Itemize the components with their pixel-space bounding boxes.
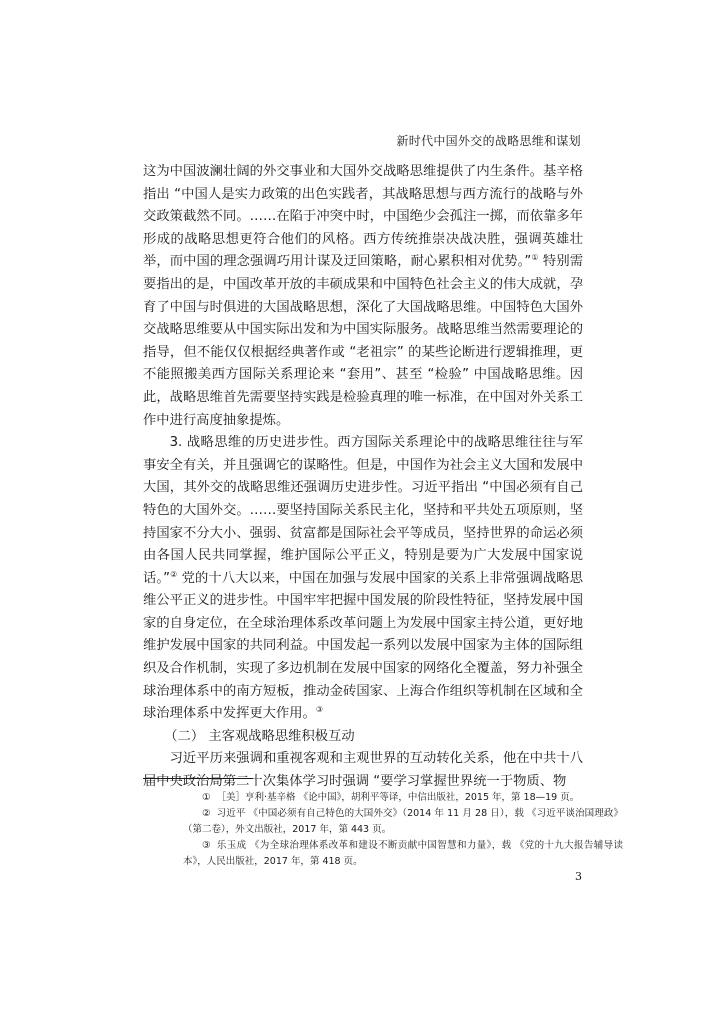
footnote-ref-2[interactable]: ② <box>170 569 178 579</box>
running-header: 新时代中国外交的战略思维和谋划 <box>396 134 581 148</box>
paragraph-3: 习近平历来强调和重视客观和主观世界的互动转化关系，他在中共十八届中央政治局第二十次集体学习时强调 “要学习掌握世界统一于物质、物 <box>143 751 583 790</box>
paragraph-2-text: 3. 战略思维的历史进步性。西方国际关系理论中的战略思维往往与军事安全有关，并且强调它的谋略性。但是，中国作为社会主义大国和发展中大国，其外交的战略思维还强调历史进步性。习近平指出 “中国必须有自己特色的大国外交。……要坚持国际关系民主化，坚持和平共处五项原则，坚持国家不分大小、强弱、贫富都是国际社会平等成员，坚持世界的命运必须由各国人民共同掌握，维护国际公平正义，特别是要为广大发展中国家说话。” <box>143 435 583 586</box>
footnotes <box>143 790 623 870</box>
footnote-1 <box>183 790 623 806</box>
footnote-3 <box>183 838 623 870</box>
page-number: 3 <box>575 870 582 883</box>
footnote-divider <box>143 778 253 779</box>
footnote-3-text: 乐玉成 《为全球治理体系改革和建设不断贡献中国智慧和力量》，载 《党的十九大报告辅导读本》，人民出版社，2017 年，第 418 页。 <box>183 840 623 867</box>
footnote-2-text: 习近平 《中国必须有自己特色的大国外交》（2014 年 11 月 28 日），载 《习近平谈治国理政》（第二卷），外文出版社，2017 年，第 443 页。 <box>183 808 623 835</box>
section-subheading: （二） 主客观战略思维积极互动 <box>164 728 355 744</box>
body-text <box>143 161 583 794</box>
footnote-3-mark: ③ <box>202 840 211 851</box>
footnote-2-mark: ② <box>202 808 211 819</box>
footnote-1-text: ［美］亨利·基辛格 《论中国》，胡利平等译，中信出版社，2015 年，第 18—19 页。 <box>216 792 580 803</box>
footnote-2 <box>183 806 623 838</box>
paragraph-2 <box>143 432 583 726</box>
paragraph-1-tail: 特别需要指出的是，中国改革开放的丰硕成果和中国特色社会主义的伟大成就，孕育了中国与时俱进的大国战略思想，深化了大国战略思维。中国特色大国外交战略思维要从中国实际出发和为中国实际服务。战略思维当然需要理论的指导，但不能仅仅根据经典著作或 “老祖宗” 的某些论断进行逻辑推理，更不能照搬美西方国际关系理论来 “套用”、甚至 “检验” 中国战略思维。因此，战略思维首先需要坚持实践是检验真理的唯一标准，在中国对外关系工作中进行高度抽象提炼。 <box>143 254 583 428</box>
footnote-ref-1[interactable]: ① <box>531 253 539 263</box>
paragraph-1-text: 这为中国波澜壮阔的外交事业和大国外交战略思维提供了内生条件。基辛格指出 “中国人是实力政策的出色实践者，其战略思想与西方流行的战略与外交政策截然不同。……在陷于冲突中时，中国绝少会孤注一掷，而依靠多年形成的战略思想更符合他们的风格。西方传统推崇决战决胜，强调英雄壮举，而中国的理念强调巧用计谋及迂回策略，耐心累积相对优势。” <box>143 164 583 270</box>
paragraph-1 <box>143 161 583 432</box>
paragraph-2-tail: 党的十八大以来，中国在加强与发展中国家的关系上非常强调战略思维公平正义的进步性。中国牢牢把握中国发展的阶段性特征，坚持发展中国家的自身定位，在全球治理体系改革问题上为发展中国家主持公道，更好地维护发展中国家的共同利益。中国发起一系列以发展中国家为主体的国际组织及合作机制，实现了多边机制在发展中国家的网络化全覆盖，努力补强全球治理体系中的南方短板，推动金砖国家、上海合作组织等机制在区域和全球治理体系中发挥更大作用。 <box>143 570 583 722</box>
footnote-1-mark: ① <box>202 792 211 803</box>
footnote-ref-3[interactable]: ③ <box>315 705 324 715</box>
